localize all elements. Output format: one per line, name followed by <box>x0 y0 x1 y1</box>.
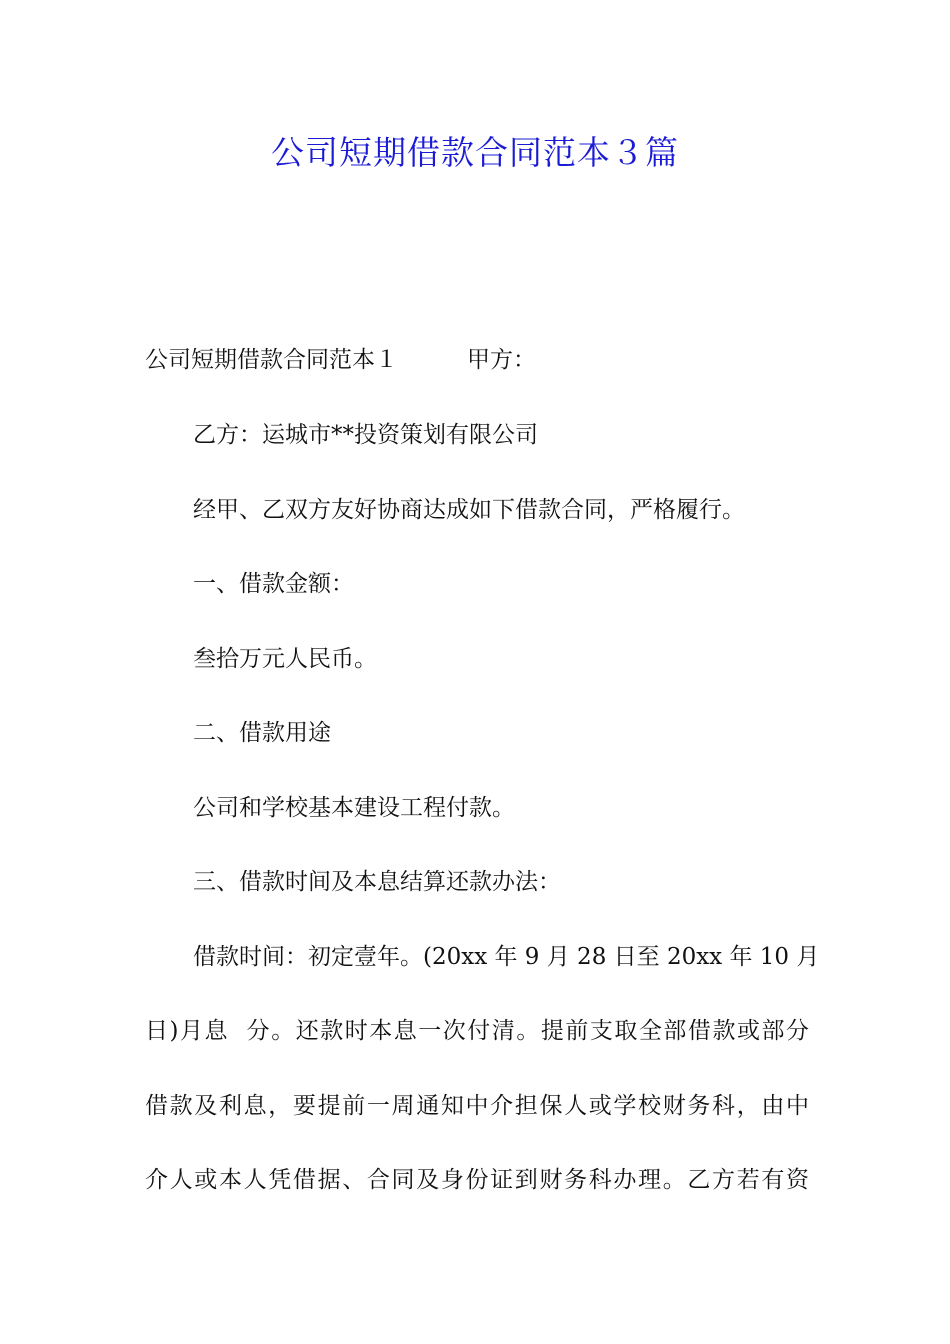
section-1-heading: 一、借款金额： <box>193 571 354 597</box>
party-b-line: 乙方：运城市**投资策划有限公司 <box>193 422 538 448</box>
section-2-heading: 二、借款用途 <box>193 720 331 746</box>
repayment-line-2: 借款及利息，要提前一周通知中介担保人或学校财务科，由中 <box>145 1093 809 1119</box>
loan-amount-line: 叁拾万元人民币。 <box>193 646 377 672</box>
loan-term-line: 借款时间：初定壹年。(20xx 年 9 月 28 日至 20xx 年 10 月 <box>193 944 820 970</box>
document-title: 公司短期借款合同范本３篇 <box>271 133 679 172</box>
agreement-line: 经甲、乙双方友好协商达成如下借款合同，严格履行。 <box>193 497 745 523</box>
contract-heading-line: 公司短期借款合同范本１ 甲方： <box>145 347 536 373</box>
loan-purpose-line: 公司和学校基本建设工程付款。 <box>193 795 515 821</box>
repayment-line-3: 介人或本人凭借据、合同及身份证到财务科办理。乙方若有资 <box>145 1167 809 1193</box>
repayment-line-1: 日)月息 分。还款时本息一次付清。提前支取全部借款或部分 <box>145 1018 809 1044</box>
section-3-heading: 三、借款时间及本息结算还款办法： <box>193 869 561 895</box>
